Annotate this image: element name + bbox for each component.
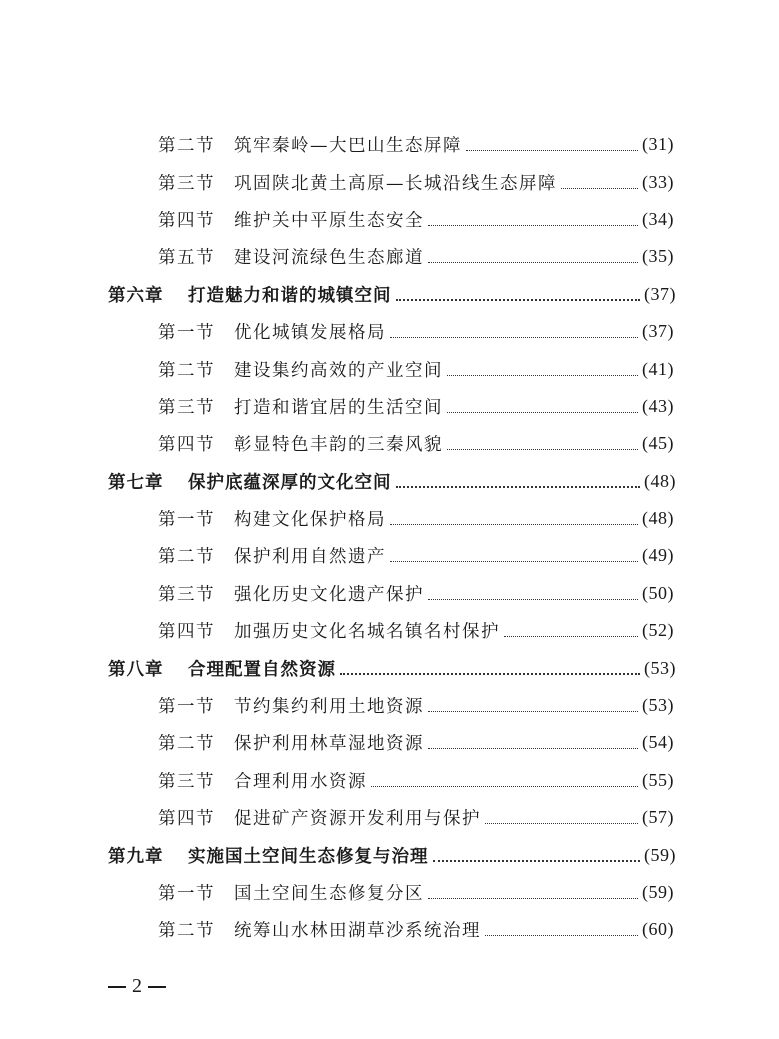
toc-dot-leader — [371, 786, 638, 787]
toc-section-row[interactable] — [0, 799, 674, 836]
toc-entry-title: 打造和谐宜居的生活空间 — [234, 397, 443, 418]
toc-entry-page: (49) — [642, 545, 674, 566]
toc-section-row[interactable] — [0, 612, 674, 649]
toc-entry-page: (52) — [642, 620, 674, 641]
toc-entry-page: (34) — [642, 208, 674, 229]
toc-entry-number: 第四节 — [158, 435, 215, 456]
toc-entry-number: 第四节 — [158, 622, 215, 643]
toc-entry-title: 建设集约高效的产业空间 — [234, 360, 443, 381]
toc-entry-title: 建设河流绿色生态廊道 — [234, 248, 424, 269]
toc-entry-title: 保护底蕴深厚的文化空间 — [188, 472, 392, 493]
page-number-left-dash — [108, 986, 126, 988]
toc-section-row[interactable] — [0, 163, 674, 200]
toc-dot-leader — [561, 188, 638, 189]
toc-dot-leader — [390, 337, 638, 338]
toc-section-row[interactable] — [0, 537, 674, 574]
toc-entry-title: 维护关中平原生态安全 — [234, 210, 424, 231]
toc-entry-title: 合理配置自然资源 — [188, 659, 336, 680]
toc-section-row[interactable] — [0, 762, 674, 799]
toc-chapter-row[interactable] — [0, 836, 676, 873]
toc-section-row[interactable] — [0, 500, 674, 537]
toc-dot-leader — [340, 673, 640, 675]
toc-entry-number: 第一节 — [158, 510, 215, 531]
toc-entry-page: (48) — [644, 470, 676, 491]
toc-entry-number: 第九章 — [108, 846, 164, 867]
toc-dot-leader — [428, 898, 638, 899]
toc-dot-leader — [447, 375, 638, 376]
toc-dot-leader — [396, 486, 641, 488]
toc-entry-number: 第一节 — [158, 697, 215, 718]
toc-entry-page: (41) — [642, 358, 674, 379]
toc-dot-leader — [390, 524, 638, 525]
toc-entry-page: (33) — [642, 171, 674, 192]
toc-entry-page: (54) — [642, 732, 674, 753]
toc-entry-number: 第八章 — [108, 659, 164, 680]
toc-entry-title: 保护利用自然遗产 — [234, 547, 386, 568]
toc-entry-number: 第七章 — [108, 472, 164, 493]
toc-entry-title: 彰显特色丰韵的三秦风貌 — [234, 435, 443, 456]
toc-entry-number: 第二节 — [158, 921, 215, 942]
page-number-value: 2 — [132, 975, 142, 997]
toc-entry-number: 第二节 — [158, 547, 215, 568]
toc-entry-page: (53) — [644, 657, 676, 678]
toc-entry-title: 统筹山水林田湖草沙系统治理 — [234, 921, 481, 942]
toc-entry-page: (37) — [644, 283, 676, 304]
toc-dot-leader — [396, 299, 641, 301]
toc-entry-page: (59) — [642, 882, 674, 902]
toc-section-row[interactable] — [0, 350, 674, 387]
toc-section-row[interactable] — [0, 687, 674, 724]
toc-entry-page: (45) — [642, 433, 674, 454]
toc-dot-leader — [428, 711, 638, 712]
toc-dot-leader — [428, 262, 638, 263]
toc-dot-leader — [447, 449, 638, 450]
toc-section-row[interactable] — [0, 874, 674, 911]
toc-entry-title: 节约集约利用土地资源 — [234, 697, 424, 718]
toc-section-row[interactable] — [0, 238, 674, 275]
toc-entry-title: 巩固陕北黄土高原—长城沿线生态屏障 — [234, 173, 557, 194]
toc-entry-title: 筑牢秦岭—大巴山生态屏障 — [234, 136, 462, 157]
toc-entry-title: 打造魅力和谐的城镇空间 — [188, 285, 392, 306]
toc-entry-number: 第六章 — [108, 285, 164, 306]
toc-dot-leader — [485, 935, 638, 936]
toc-chapter-row[interactable] — [0, 649, 676, 686]
toc-entry-page: (53) — [642, 695, 674, 716]
toc-entry-number: 第四节 — [158, 210, 215, 231]
toc-section-row[interactable] — [0, 313, 674, 350]
toc-entry-title: 优化城镇发展格局 — [234, 323, 386, 344]
toc-dot-leader — [485, 823, 638, 824]
table-of-contents — [0, 126, 779, 949]
toc-entry-page: (31) — [642, 134, 674, 155]
toc-dot-leader — [433, 860, 641, 862]
toc-section-row[interactable] — [0, 201, 674, 238]
toc-section-row[interactable] — [0, 126, 674, 163]
toc-entry-number: 第三节 — [158, 771, 215, 792]
page-number-right-dash — [148, 986, 166, 988]
toc-dot-leader — [390, 561, 638, 562]
toc-entry-number: 第一节 — [158, 323, 215, 344]
toc-entry-page: (57) — [642, 807, 674, 828]
toc-entry-title: 促进矿产资源开发利用与保护 — [234, 809, 481, 830]
toc-section-row[interactable] — [0, 425, 674, 462]
toc-entry-title: 国土空间生态修复分区 — [234, 884, 424, 904]
toc-entry-title: 合理利用水资源 — [234, 771, 367, 792]
toc-entry-page: (55) — [642, 769, 674, 790]
toc-entry-page: (37) — [642, 321, 674, 342]
toc-chapter-row[interactable] — [0, 276, 676, 313]
toc-section-row[interactable] — [0, 388, 674, 425]
toc-entry-page: (35) — [642, 246, 674, 267]
toc-entry-page: (50) — [642, 582, 674, 603]
toc-dot-leader — [466, 150, 638, 151]
toc-entry-number: 第二节 — [158, 360, 215, 381]
toc-entry-number: 第四节 — [158, 809, 215, 830]
toc-section-row[interactable] — [0, 724, 674, 761]
toc-entry-page: (60) — [642, 919, 674, 940]
toc-entry-number: 第五节 — [158, 248, 215, 269]
toc-entry-number: 第一节 — [158, 884, 215, 904]
toc-entry-title: 加强历史文化名城名镇名村保护 — [234, 622, 500, 643]
toc-dot-leader — [447, 412, 638, 413]
toc-entry-number: 第三节 — [158, 397, 215, 418]
toc-entry-title: 构建文化保护格局 — [234, 510, 386, 531]
toc-entry-page: (59) — [644, 844, 676, 865]
toc-entry-title: 保护利用林草湿地资源 — [234, 734, 424, 755]
toc-entry-title: 实施国土空间生态修复与治理 — [188, 846, 429, 867]
toc-entry-number: 第二节 — [158, 734, 215, 755]
toc-dot-leader — [504, 636, 638, 637]
toc-section-row[interactable] — [0, 911, 674, 948]
toc-entry-number: 第三节 — [158, 173, 215, 194]
page-number — [108, 975, 166, 998]
toc-dot-leader — [428, 748, 638, 749]
toc-chapter-row[interactable] — [0, 463, 676, 500]
toc-entry-page: (48) — [642, 508, 674, 529]
toc-entry-number: 第三节 — [158, 584, 215, 605]
toc-entry-number: 第二节 — [158, 136, 215, 157]
toc-entry-title: 强化历史文化遗产保护 — [234, 584, 424, 605]
toc-entry-page: (43) — [642, 395, 674, 416]
toc-section-row[interactable] — [0, 575, 674, 612]
toc-dot-leader — [428, 599, 638, 600]
toc-dot-leader — [428, 225, 638, 226]
